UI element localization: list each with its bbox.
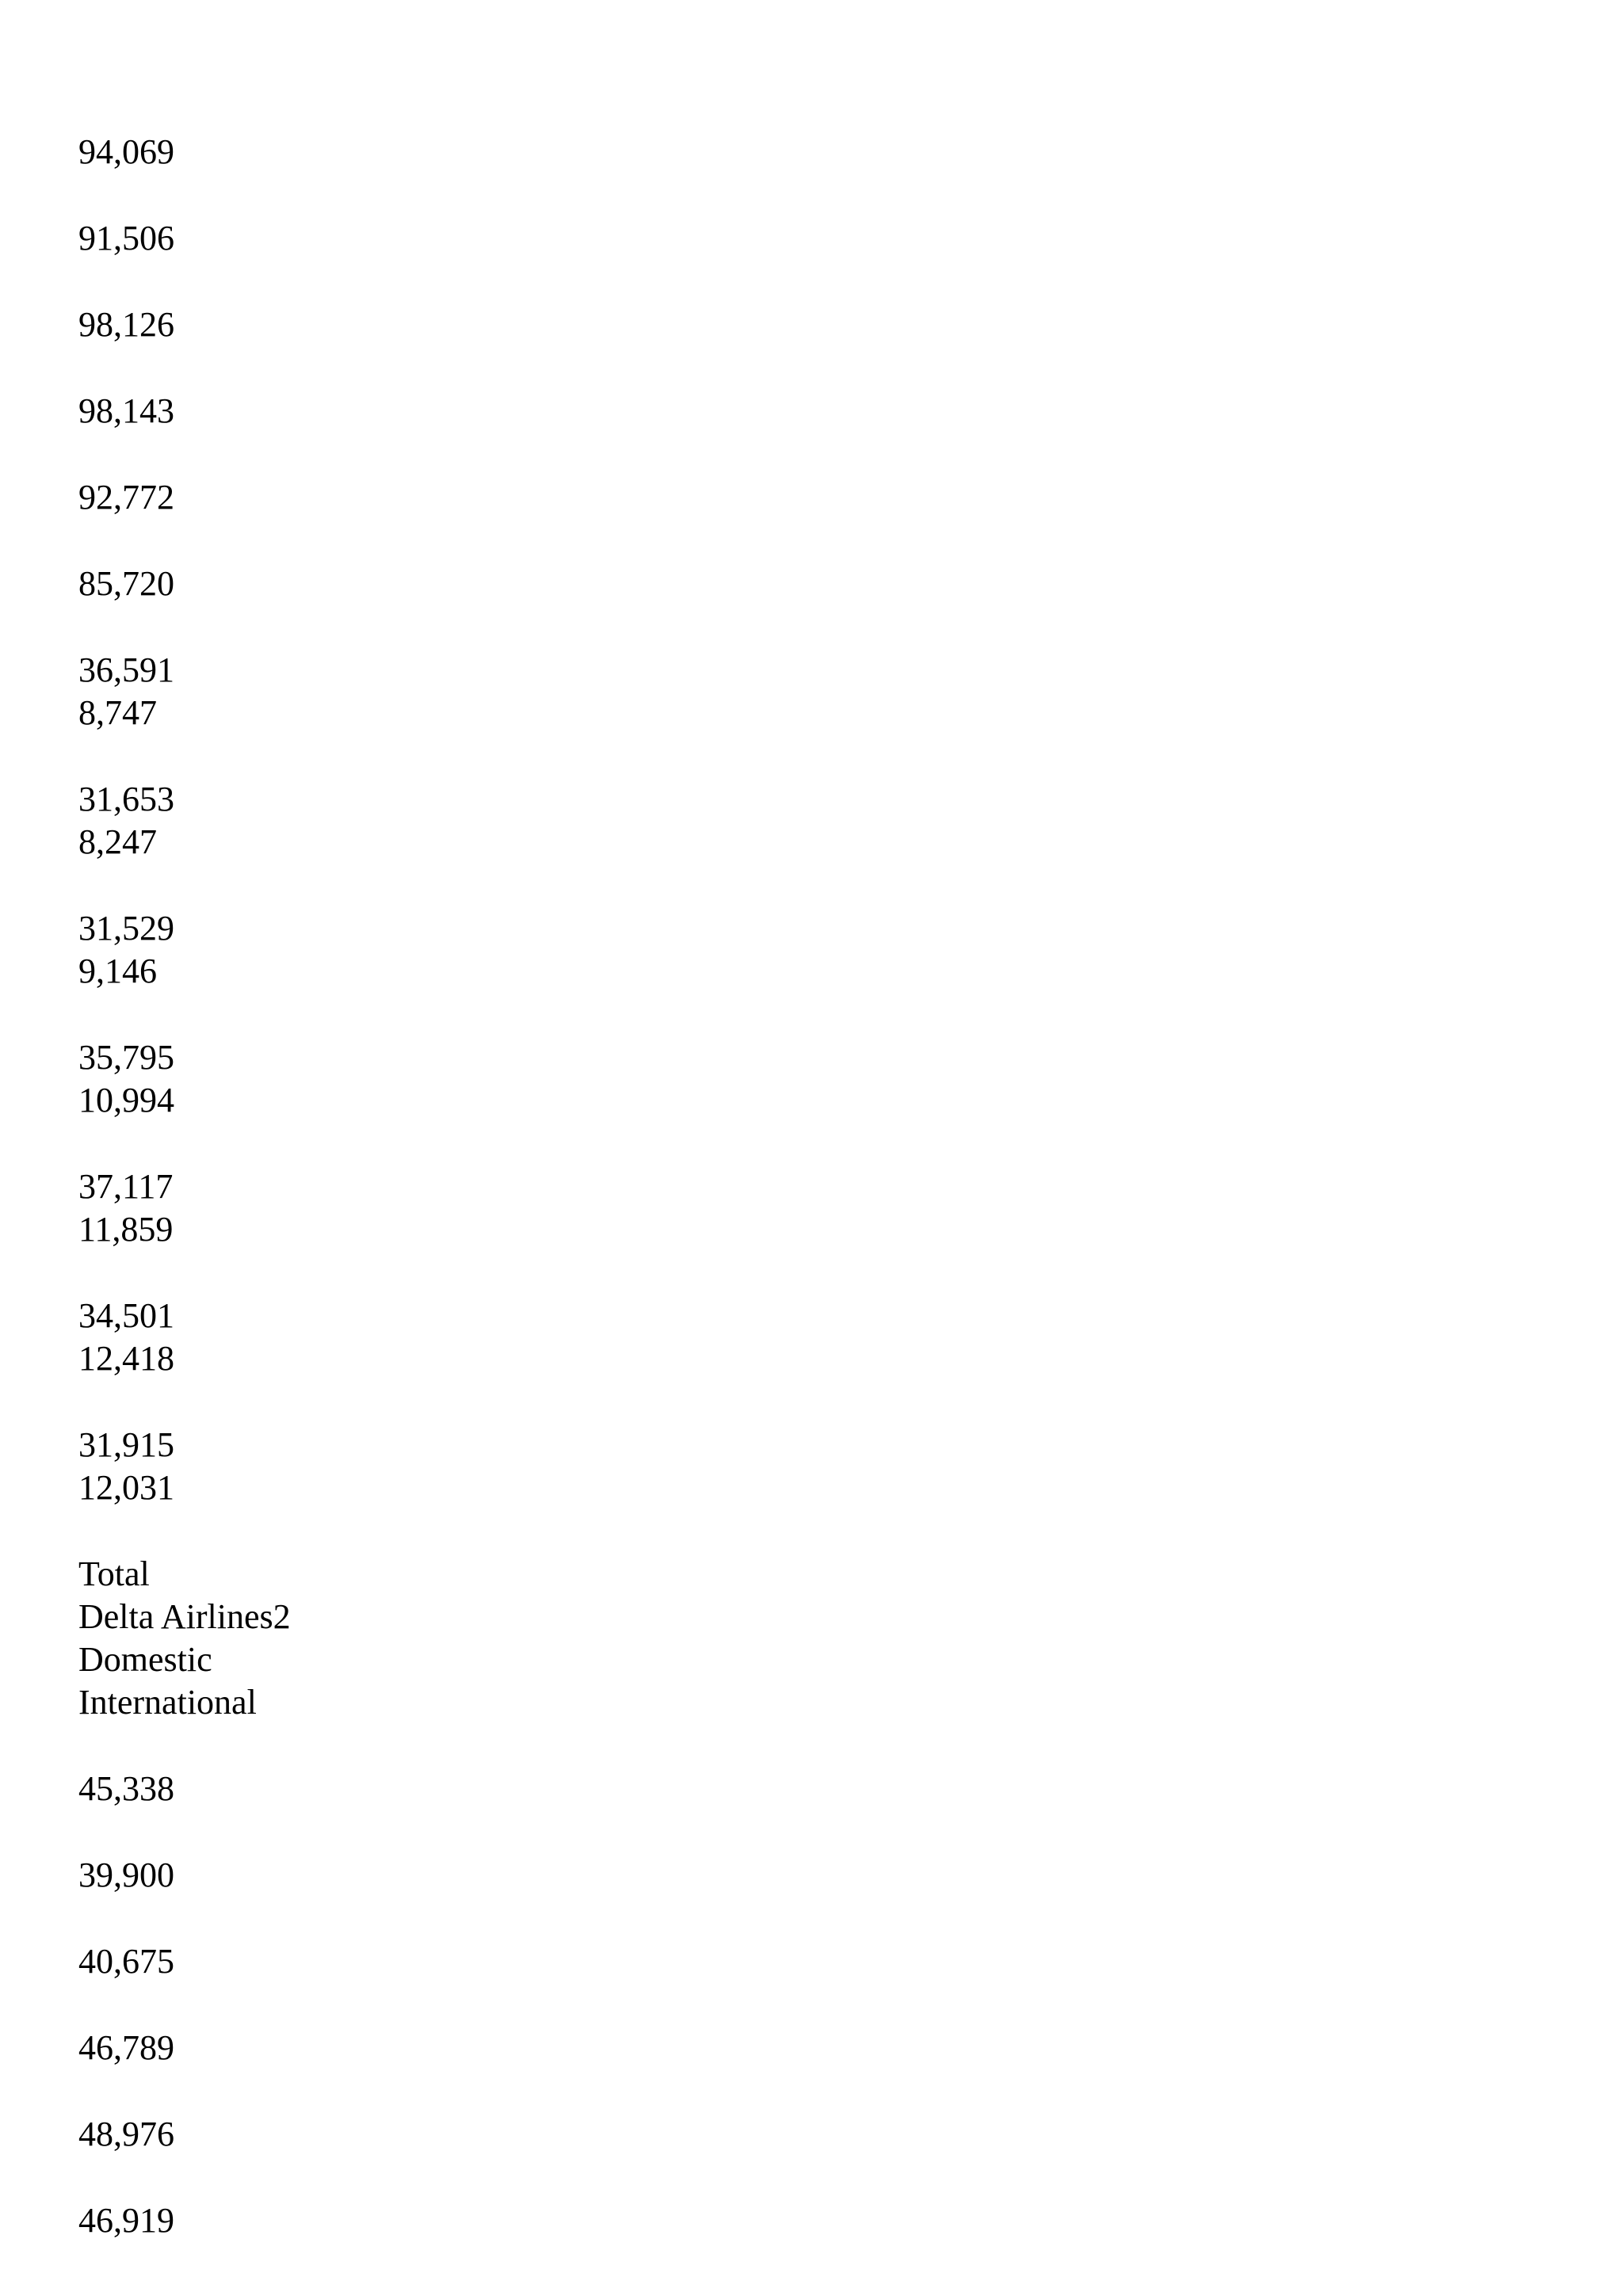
text-block [78,1940,792,1983]
value-line: 31,653 [78,780,174,818]
value-line: 98,143 [78,391,174,430]
text-block [78,131,792,174]
value-line: 85,720 [78,564,174,603]
text-block [78,563,792,605]
value-line: 94,069 [78,132,174,171]
text-block [78,1768,792,1810]
text-block [78,390,792,433]
label-line: Delta Airlines2 [78,1597,291,1636]
value-line: 48,976 [78,2115,174,2153]
value-line: 36,591 [78,650,174,689]
value-line: 46,919 [78,2201,174,2240]
text-block [78,778,792,864]
text-block [78,2113,792,2156]
value-line: 39,900 [78,1855,174,1894]
text-block [78,476,792,519]
value-line: 40,675 [78,1942,174,1981]
value-line: 8,247 [78,822,157,861]
text-block [78,1036,792,1122]
value-line: 12,031 [78,1468,174,1507]
value-line: 37,117 [78,1167,174,1206]
value-line: 46,789 [78,2028,174,2067]
value-line: 35,795 [78,1038,174,1077]
label-block [78,1553,792,1724]
value-line: 12,418 [78,1339,174,1378]
text-block [78,2027,792,2069]
text-block [78,1295,792,1380]
value-line: 91,506 [78,219,174,257]
text-block [78,1424,792,1509]
value-line: 34,501 [78,1296,174,1335]
text-block [78,1165,792,1251]
text-block [78,2199,792,2242]
label-line: International [78,1683,257,1722]
value-line: 8,747 [78,693,157,732]
value-line: 31,529 [78,909,174,948]
text-block [78,217,792,260]
label-line: Domestic [78,1640,212,1679]
value-line: 98,126 [78,305,174,344]
text-block [78,1854,792,1897]
value-line: 11,859 [78,1210,174,1249]
text-block [78,649,792,734]
value-line: 10,994 [78,1081,174,1119]
document-text-column [78,131,792,2242]
label-line: Total [78,1554,150,1593]
value-line: 45,338 [78,1769,174,1808]
value-line: 9,146 [78,952,157,990]
text-block [78,303,792,346]
text-block [78,907,792,993]
value-line: 92,772 [78,478,174,517]
value-line: 31,915 [78,1425,174,1464]
